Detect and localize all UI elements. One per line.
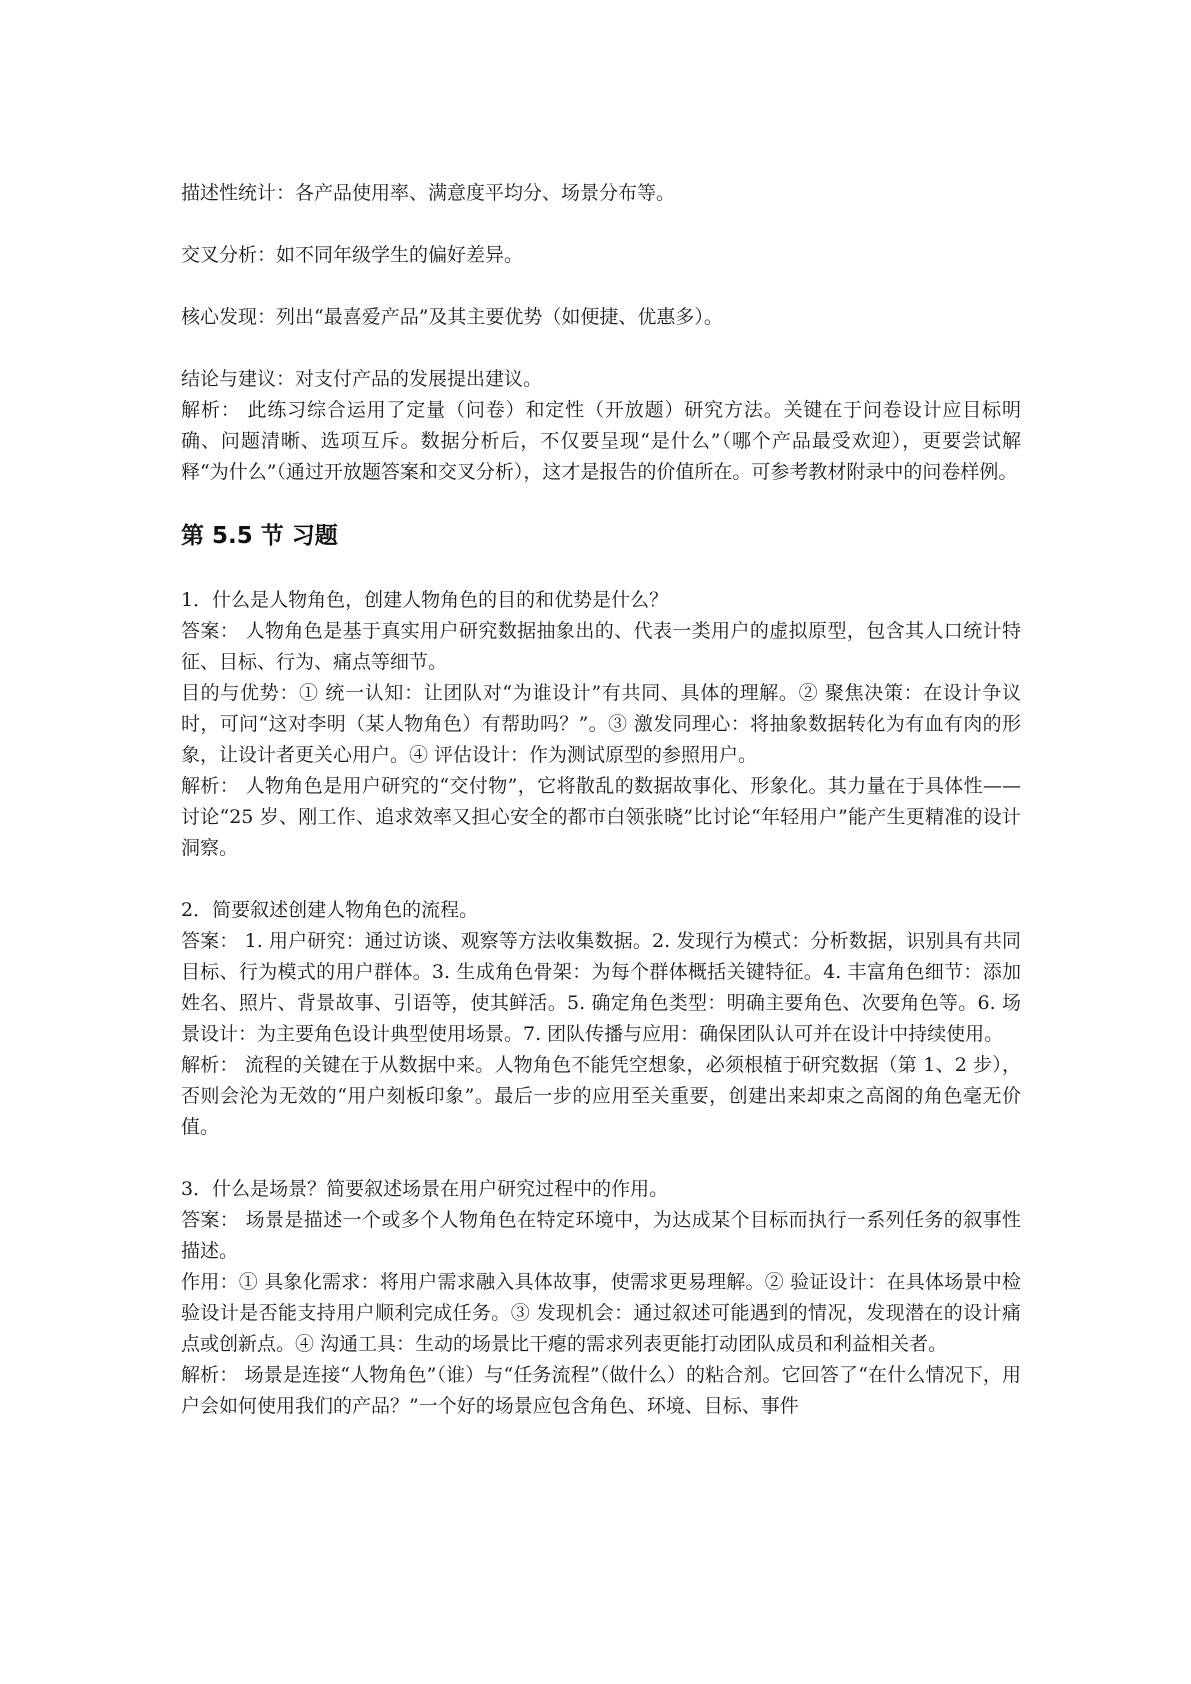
question-block-1 [181, 585, 1021, 864]
summary-analysis: 解析： 此练习综合运用了定量（问卷）和定性（开放题）研究方法。关键在于问卷设计应目标明确、问题清晰、选项互斥。数据分析后，不仅要呈现“是什么”（哪个产品最受欢迎），更要尝试解释“为什么”（通过开放题答案和交叉分析），这才是报告的价值所在。可参考教材附录中的问卷样例。 [181, 399, 1021, 483]
analysis-text: 解析： 流程的关键在于从数据中来。人物角色不能凭空想象，必须根植于研究数据（第 1、2 步），否则会沦为无效的“用户刻板印象”。最后一步的应用至关重要，创建出来却束之高阁的角色毫无价值。 [181, 1054, 1021, 1138]
answer-text: 答案： 人物角色是基于真实用户研究数据抽象出的、代表一类用户的虚拟原型，包含其人口统计特征、目标、行为、痛点等细节。 [181, 620, 1021, 673]
analysis-text: 解析： 场景是连接“人物角色”（谁）与“任务流程”（做什么）的粘合剂。它回答了“在什么情况下，用户会如何使用我们的产品？”一个好的场景应包含角色、环境、目标、事件 [181, 1364, 1021, 1417]
question-text: 3．什么是场景？简要叙述场景在用户研究过程中的作用。 [181, 1178, 669, 1200]
question-text: 1．什么是人物角色，创建人物角色的目的和优势是什么？ [181, 589, 669, 611]
question-text: 2．简要叙述创建人物角色的流程。 [181, 899, 479, 921]
summary-conclusion: 结论与建议：对支付产品的发展提出建议。 [181, 368, 543, 390]
question-block-2 [181, 895, 1021, 1143]
summary-cross: 交叉分析：如不同年级学生的偏好差异。 [181, 244, 524, 266]
section-title: 第 5.5 节 习题 [181, 523, 338, 549]
document-body [181, 178, 1021, 1422]
question-block-3 [181, 1174, 1021, 1422]
summary-core: 核心发现：列出“最喜爱产品”及其主要优势（如便捷、优惠多）。 [181, 306, 723, 328]
summary-descriptive: 描述性统计：各产品使用率、满意度平均分、场景分布等。 [181, 182, 676, 204]
analysis-text: 解析： 人物角色是用户研究的“交付物”，它将散乱的数据故事化、形象化。其力量在于具体性——讨论“25 岁、刚工作、追求效率又担心安全的都市白领张晓”比讨论“年轻用户”能产生更精准的设计洞察。 [181, 775, 1021, 859]
answer-extra: 作用：① 具象化需求：将用户需求融入具体故事，使需求更易理解。② 验证设计：在具体场景中检验设计是否能支持用户顺利完成任务。③ 发现机会：通过叙述可能遇到的情况，发现潜在的设计痛点或创新点。④ 沟通工具：生动的场景比干瘪的需求列表更能打动团队成员和利益相关者。 [181, 1271, 1021, 1355]
answer-text: 答案： 1. 用户研究：通过访谈、观察等方法收集数据。2. 发现行为模式：分析数据，识别具有共同目标、行为模式的用户群体。3. 生成角色骨架：为每个群体概括关键特征。4. 丰富角色细节：添加姓名、照片、背景故事、引语等，使其鲜活。5. 确定角色类型：明确主要角色、次要角色等。6. 场景设计：为主要角色设计典型使用场景。7. 团队传播与应用：确保团队认可并在设计中持续使用。 [181, 930, 1021, 1045]
answer-extra: 目的与优势：① 统一认知：让团队对“为谁设计”有共同、具体的理解。② 聚焦决策：在设计争议时，可问“这对李明（某人物角色）有帮助吗？”。③ 激发同理心：将抽象数据转化为有血有肉的形象，让设计者更关心用户。④ 评估设计：作为测试原型的参照用户。 [181, 682, 1021, 766]
answer-text: 答案： 场景是描述一个或多个人物角色在特定环境中，为达成某个目标而执行一系列任务的叙事性描述。 [181, 1209, 1021, 1262]
